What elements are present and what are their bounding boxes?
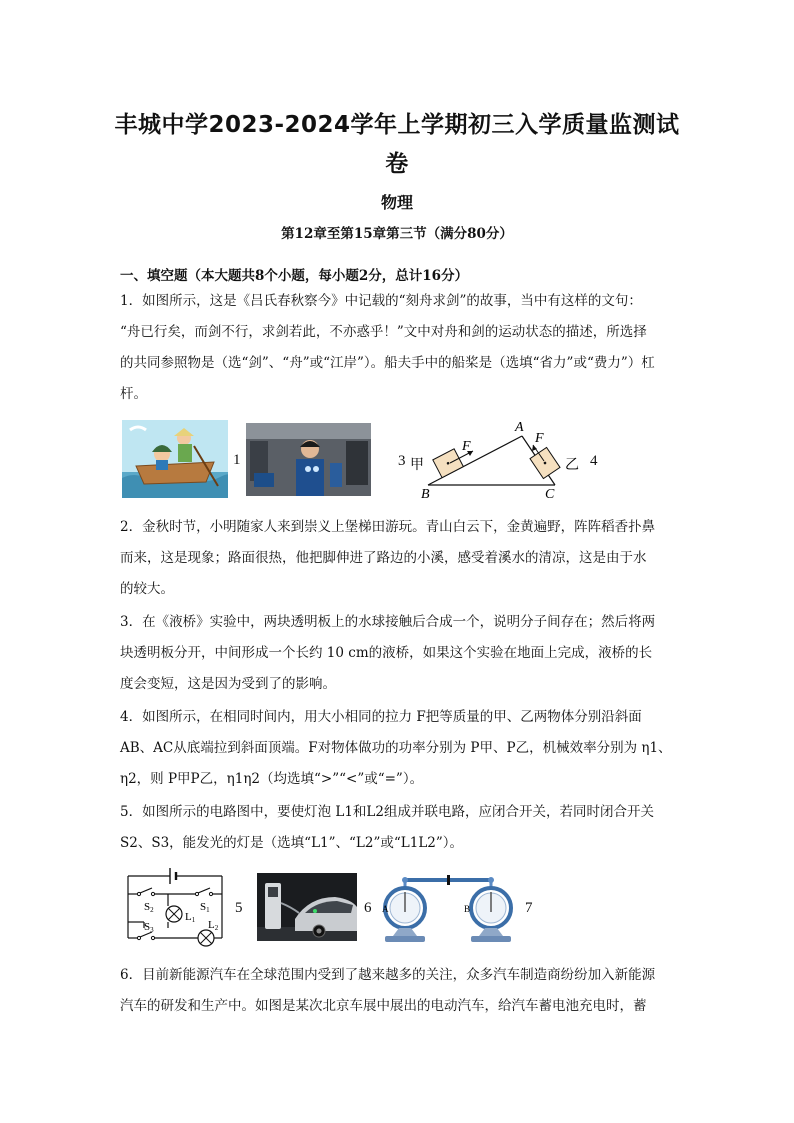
q1-line2: “舟已行矣，而剑不行，求剑若此，不亦惑乎！”文中对舟和剑的运动状态的描述，所选择 <box>120 324 647 340</box>
q1-line1: 1．如图所示，这是《吕氏春秋察今》中记载的“刻舟求剑”的故事，当中有这样的文句： <box>120 293 642 309</box>
q2-line3: 的较大。 <box>120 581 174 597</box>
figure-number-6: 6 <box>364 900 372 916</box>
incline-force-F-right: F <box>535 431 544 446</box>
q5-line1: 5．如图所示的电路图中，要使灯泡 L1和L2组成并联电路，应闭合开关，若同时闭合开关 <box>120 804 654 820</box>
incline-label-C: C <box>545 487 555 502</box>
q6-line1: 6．目前新能源汽车在全球范围内受到了越来越多的关注，众多汽车制造商纷纷加入新能源 <box>120 967 656 983</box>
subject-label: 物理 <box>380 193 413 212</box>
q3-line1: 3．在《液桥》实验中，两块透明板上的水球接触后合成一个，说明分子间存在；然后将两 <box>120 614 656 630</box>
circuit-label-S1: S1 <box>200 901 210 914</box>
q1-line4: 杆。 <box>120 386 147 402</box>
q3-line3: 度会变短，这是因为受到了的影响。 <box>120 676 336 692</box>
q3-line2: 块透明板分开，中间形成一个长约 10 cm的液桥，如果这个实验在地面上完成，液桥的长 <box>120 645 653 661</box>
q6-line2: 汽车的研发和生产中。如图是某次北京车展中展出的电动汽车，给汽车蓄电池充电时，蓄 <box>120 998 647 1014</box>
q2-line2: 而来，这是现象；路面很热，他把脚伸进了路边的小溪，感受着溪水的清凉，这是由于水 <box>120 550 647 566</box>
q1-line3: 的共同参照物是（选“剑”、“舟”或“江岸”）。船夫手中的船桨是（选填“省力”或“费力”）杠 <box>120 355 655 371</box>
q2-line1: 2．金秋时节，小明随家人来到崇义上堡梯田游玩。青山白云下，金黄遍野，阵阵稻香扑鼻 <box>120 519 656 535</box>
circuit-label-S2: S2 <box>144 901 154 914</box>
incline-label-A: A <box>515 420 524 435</box>
figure-number-4: 4 <box>590 453 598 469</box>
circuit-label-L2: L2 <box>208 919 219 932</box>
section-heading-fill-blank: 一、填空题（本大题共8个小题，每小题2分，总计16分） <box>120 268 469 284</box>
electroscope-diagram <box>377 870 517 945</box>
incline-object-jia: 甲 <box>410 458 424 473</box>
q4-line1: 4．如图所示，在相同时间内，用大小相同的拉力 F把等质量的甲、乙两物体分别沿斜面 <box>120 709 642 725</box>
chapter-range: 第12章至第15章第三节（满分80分） <box>281 226 513 242</box>
q4-line3: η2，则 P甲P乙，η1η2（均选填“>”“<”或“=”）。 <box>120 771 424 787</box>
circuit-label-L1: L1 <box>185 911 196 924</box>
electroscope-label-A: A <box>382 904 389 914</box>
incline-object-yi: 乙 <box>565 458 579 473</box>
electroscope-label-B: B <box>464 904 471 914</box>
boat-story-illustration <box>122 420 228 498</box>
incline-label-B: B <box>421 487 430 502</box>
circuit-label-S3: S3 <box>144 921 154 934</box>
q4-line2: AB、AC从底端拉到斜面顶端。F对物体做功的功率分别为 P甲、P乙，机械效率分别为 η1、 <box>120 740 672 756</box>
incline-diagram <box>395 417 610 502</box>
figure-number-5: 5 <box>235 900 243 916</box>
figure-number-1: 1 <box>233 452 241 468</box>
q5-line2: S2、S3，能发光的灯是（选填“L1”、“L2”或“L1L2”）。 <box>120 835 464 851</box>
exam-title-line2: 卷 <box>385 151 409 177</box>
incline-force-F-left: F <box>462 439 471 454</box>
space-station-photo <box>246 423 371 496</box>
circuit-diagram <box>124 862 226 952</box>
figure-number-7: 7 <box>525 900 533 916</box>
figure-number-3: 3 <box>398 453 406 469</box>
ev-charging-photo <box>257 873 357 941</box>
exam-title-line1: 丰城中学2023-2024学年上学期初三入学质量监测试 <box>114 112 680 138</box>
